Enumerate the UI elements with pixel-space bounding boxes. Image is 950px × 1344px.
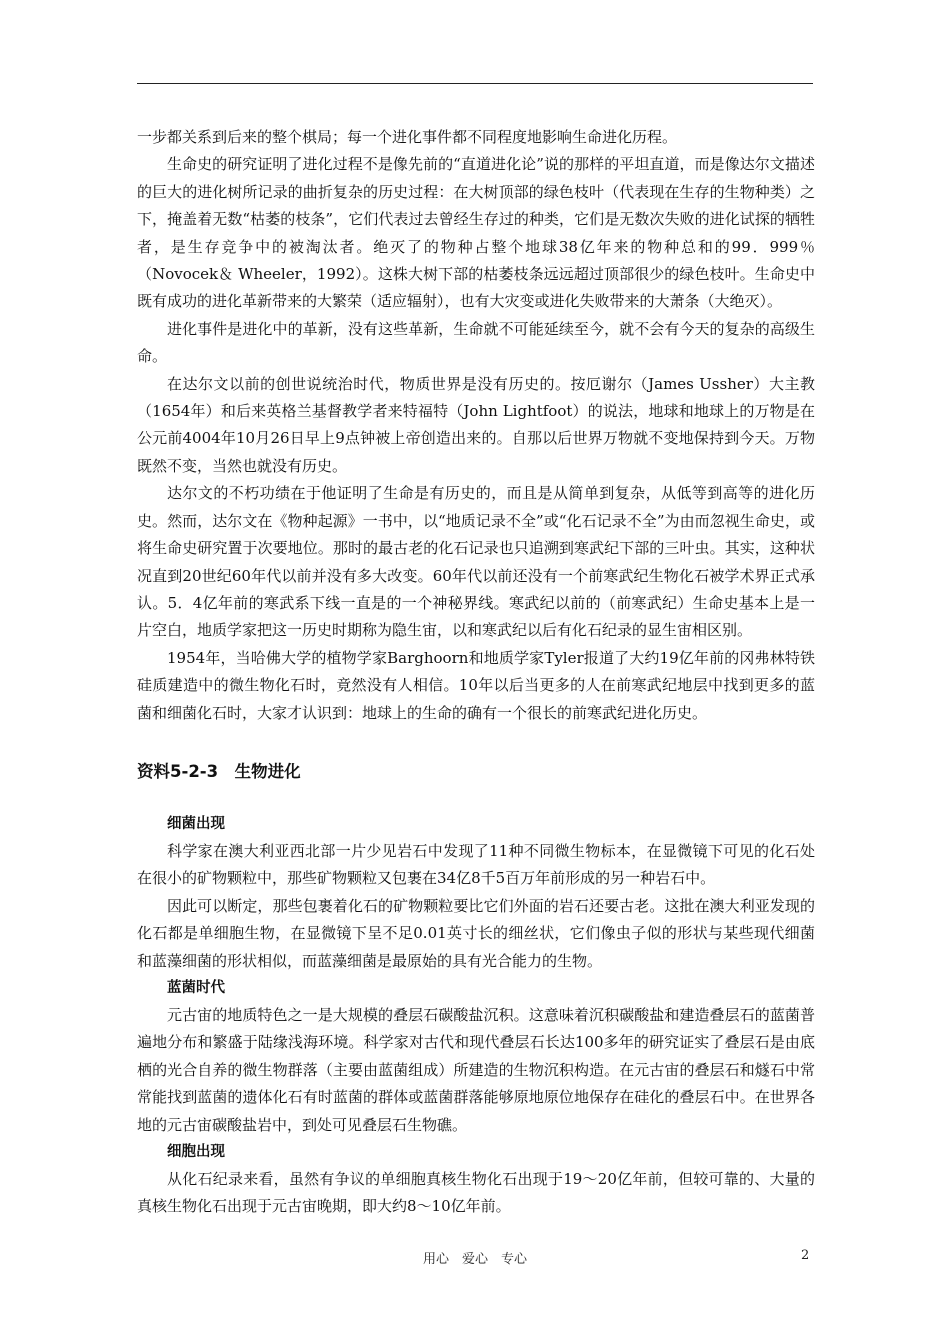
subsection-heading: 细胞出现 <box>167 1144 225 1160</box>
subsection-heading: 蓝菌时代 <box>167 979 225 996</box>
page-number: 2 <box>801 1248 810 1263</box>
subsection-heading: 细菌出现 <box>167 815 225 832</box>
footer-text: 用心 爱心 专心 <box>422 1252 527 1267</box>
paragraph: 生命史的研究证明了进化过程不是像先前的“直道进化论”说的那样的平坦直道，而是像达尔文描述的巨大的进化树所记录的曲折复杂的历史过程：在大树顶部的绿色枝叶（代表现在生存的生物种类）之下，掩盖着无数“枯萎的枝条”，它们代表过去曾经生存过的种类，它们是无数次失败的进化试探的牺牲者，是生存竞争中的被淘汰者。绝灭了的物种占整个地球38亿年来的物种总和的99．999％（Novocek＆ Wheeler，1992）。这株大树下部的枯萎枝条远远超过顶部很少的绿色枝叶。生命史中既有成功的进化革新带来的大繁荣（适应辐射），也有大灾变或进化失败带来的大萧条（大绝灭）。 <box>137 155 815 311</box>
document-body <box>137 124 815 1221</box>
paragraph: 科学家在澳大利亚西北部一片少见岩石中发现了11种不同微生物标本，在显微镜下可见的化石处在很小的矿物颗粒中，那些矿物颗粒又包裹在34亿8千5百万年前形成的另一种岩石中。 <box>137 841 815 888</box>
section-title: 资料5-2-3 生物进化 <box>137 761 301 781</box>
paragraph: 元古宙的地质特色之一是大规模的叠层石碳酸盐沉积。这意味着沉积碳酸盐和建造叠层石的蓝菌普遍地分布和繁盛于陆缘浅海环境。科学家对古代和现代叠层石长达100多年的研究证实了叠层石是由底栖的光合自养的微生物群落（主要由蓝菌组成）所建造的生物沉积构造。在元古宙的叠层石和燧石中常常能找到蓝菌的遗体化石有时蓝菌的群体或蓝菌群落能够原地原位地保存在硅化的叠层石中。在世界各地的元古宙碳酸盐岩中，到处可见叠层石生物礁。 <box>137 1005 815 1134</box>
paragraph: 从化石纪录来看，虽然有争议的单细胞真核生物化石出现于19～20亿年前，但较可靠的、大量的真核生物化石出现于元古宙晚期，即大约8～10亿年前。 <box>137 1170 815 1216</box>
paragraph: 进化事件是进化中的革新，没有这些革新，生命就不可能延续至今，就不会有今天的复杂的高级生命。 <box>137 319 815 366</box>
header-rule <box>137 83 813 84</box>
paragraph: 1954年，当哈佛大学的植物学家Barghoorn和地质学家Tyler报道了大约19亿年前的冈弗林特铁硅质建造中的微生物化石时，竟然没有人相信。10年以后当更多的人在前寒武纪地层中找到更多的蓝菌和细菌化石时，大家才认识到：地球上的生命的确有一个很长的前寒武纪进化历史。 <box>137 648 815 722</box>
paragraph: 因此可以断定，那些包裹着化石的矿物颗粒要比它们外面的岩石还要古老。这批在澳大利亚发现的化石都是单细胞生物，在显微镜下呈不足0.01英寸长的细丝状，它们像虫子似的形状与某些现代细菌和蓝藻细菌的形状相似，而蓝藻细菌是最原始的具有光合能力的生物。 <box>137 896 815 970</box>
paragraph: 达尔文的不朽功绩在于他证明了生命是有历史的，而且是从简单到复杂，从低等到高等的进化历史。然而，达尔文在《物种起源》一书中，以“地质记录不全”或“化石记录不全”为由而忽视生命史，或将生命史研究置于次要地位。那时的最古老的化石记录也只追溯到寒武纪下部的三叶虫。其实，这种状况直到20世纪60年代以前并没有多大改变。60年代以前还没有一个前寒武纪生物化石被学术界正式承认。5．4亿年前的寒武系下线一直是的一个神秘界线。寒武纪以前的（前寒武纪）生命史基本上是一片空白，地质学家把这一历史时期称为隐生宙，以和寒武纪以后有化石纪录的显生宙相区别。 <box>137 484 815 640</box>
paragraph: 在达尔文以前的创世说统治时代，物质世界是没有历史的。按厄谢尔（James Ussher）大主教（1654年）和后来英格兰基督教学者来特福特（John Lightfoot）的说法，地球和地球上的万物是在公元前4004年10月26日早上9点钟被上帝创造出来的。自那以后世界万物就不变地保持到今天。万物既然不变，当然也就没有历史。 <box>137 374 815 475</box>
paragraph: 一步都关系到后来的整个棋局；每一个进化事件都不同程度地影响生命进化历程。 <box>137 128 678 146</box>
